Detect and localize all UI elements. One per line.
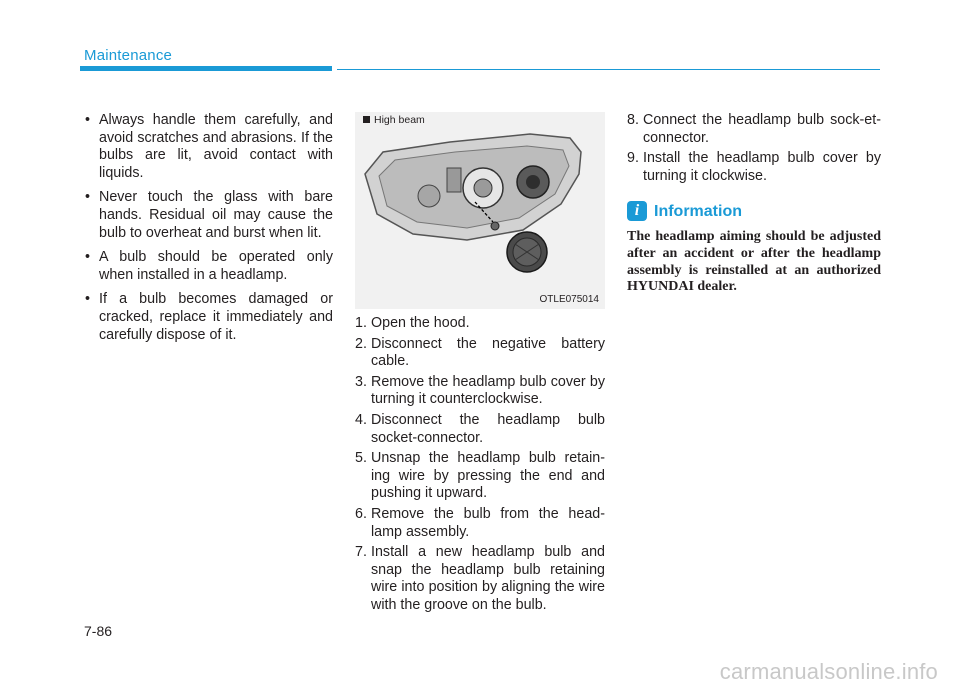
list-item: • Never touch the glass with bare hands. Residual oil may cause the bulb to overheat and burst when lit. [80,189,333,242]
step-number: 7. [355,544,367,561]
figure-code: OTLE075014 [539,294,599,305]
list-item [355,336,605,371]
list-item: • Always handle them carefully, and avoid scratches and abrasions. If the bulbs are lit, avoid contact with liquids. [80,112,333,182]
list-item [627,112,881,147]
list-item [355,315,605,333]
step-number: 8. [627,112,639,128]
page-number: 7-86 [84,623,113,639]
headlamp-illustration [355,112,605,309]
figure-label-text: High beam [374,114,425,126]
step-text: Connect the headlamp bulb sock-et-connector. [643,112,881,146]
info-icon: i [627,201,647,221]
precautions-list [80,112,333,344]
header-rule-thin [337,69,880,70]
step-text: Disconnect the negative battery cable. [371,335,605,370]
square-bullet-icon [363,116,370,123]
information-text: The headlamp aiming should be adjusted after an accident or after the headlamp assembly is reinstalled at an authorized HYUNDAI dealer. [627,229,881,295]
step-number: 6. [355,505,367,522]
step-number: 9. [627,150,639,167]
right-column [627,112,881,296]
list-item [355,412,605,447]
step-number: 2. [355,335,367,352]
watermark: carmanualsonline.info [719,659,938,684]
step-text: Unsnap the headlamp bulb retain-ing wire by pressing the end and pushing it upward. [371,450,605,502]
step-number: 1. [355,315,367,331]
steps-list-part1 [355,315,605,615]
step-text: Remove the headlamp bulb cover by turning it counterclockwise. [371,373,605,408]
figure-label [363,114,425,126]
step-number: 5. [355,450,367,467]
step-text: Remove the bulb from the head-lamp assembly. [371,505,605,540]
middle-column [355,315,605,618]
section-title: Maintenance [84,47,173,64]
list-item [355,544,605,614]
step-text: Disconnect the headlamp bulb socket-connector. [371,411,605,446]
step-number: 4. [355,411,367,428]
header-rule-thick [80,66,332,71]
list-item: • If a bulb becomes damaged or cracked, replace it immediately and carefully dispose of it. [80,291,333,344]
step-text: Install a new headlamp bulb and snap the headlamp bulb retaining wire into position by aligning the wire with the groove on the bulb. [371,544,605,613]
step-number: 3. [355,373,367,390]
list-item [627,150,881,185]
information-heading [627,201,881,221]
step-text: Open the hood. [371,315,470,331]
list-item [355,506,605,541]
list-item [355,450,605,503]
list-item [355,374,605,409]
steps-list-part2 [627,112,881,185]
information-title: Information [654,202,742,220]
list-item: • A bulb should be operated only when installed in a headlamp. [80,249,333,284]
left-column [80,112,333,351]
headlamp-figure [355,112,605,309]
step-text: Install the headlamp bulb cover by turning it clockwise. [643,150,881,184]
